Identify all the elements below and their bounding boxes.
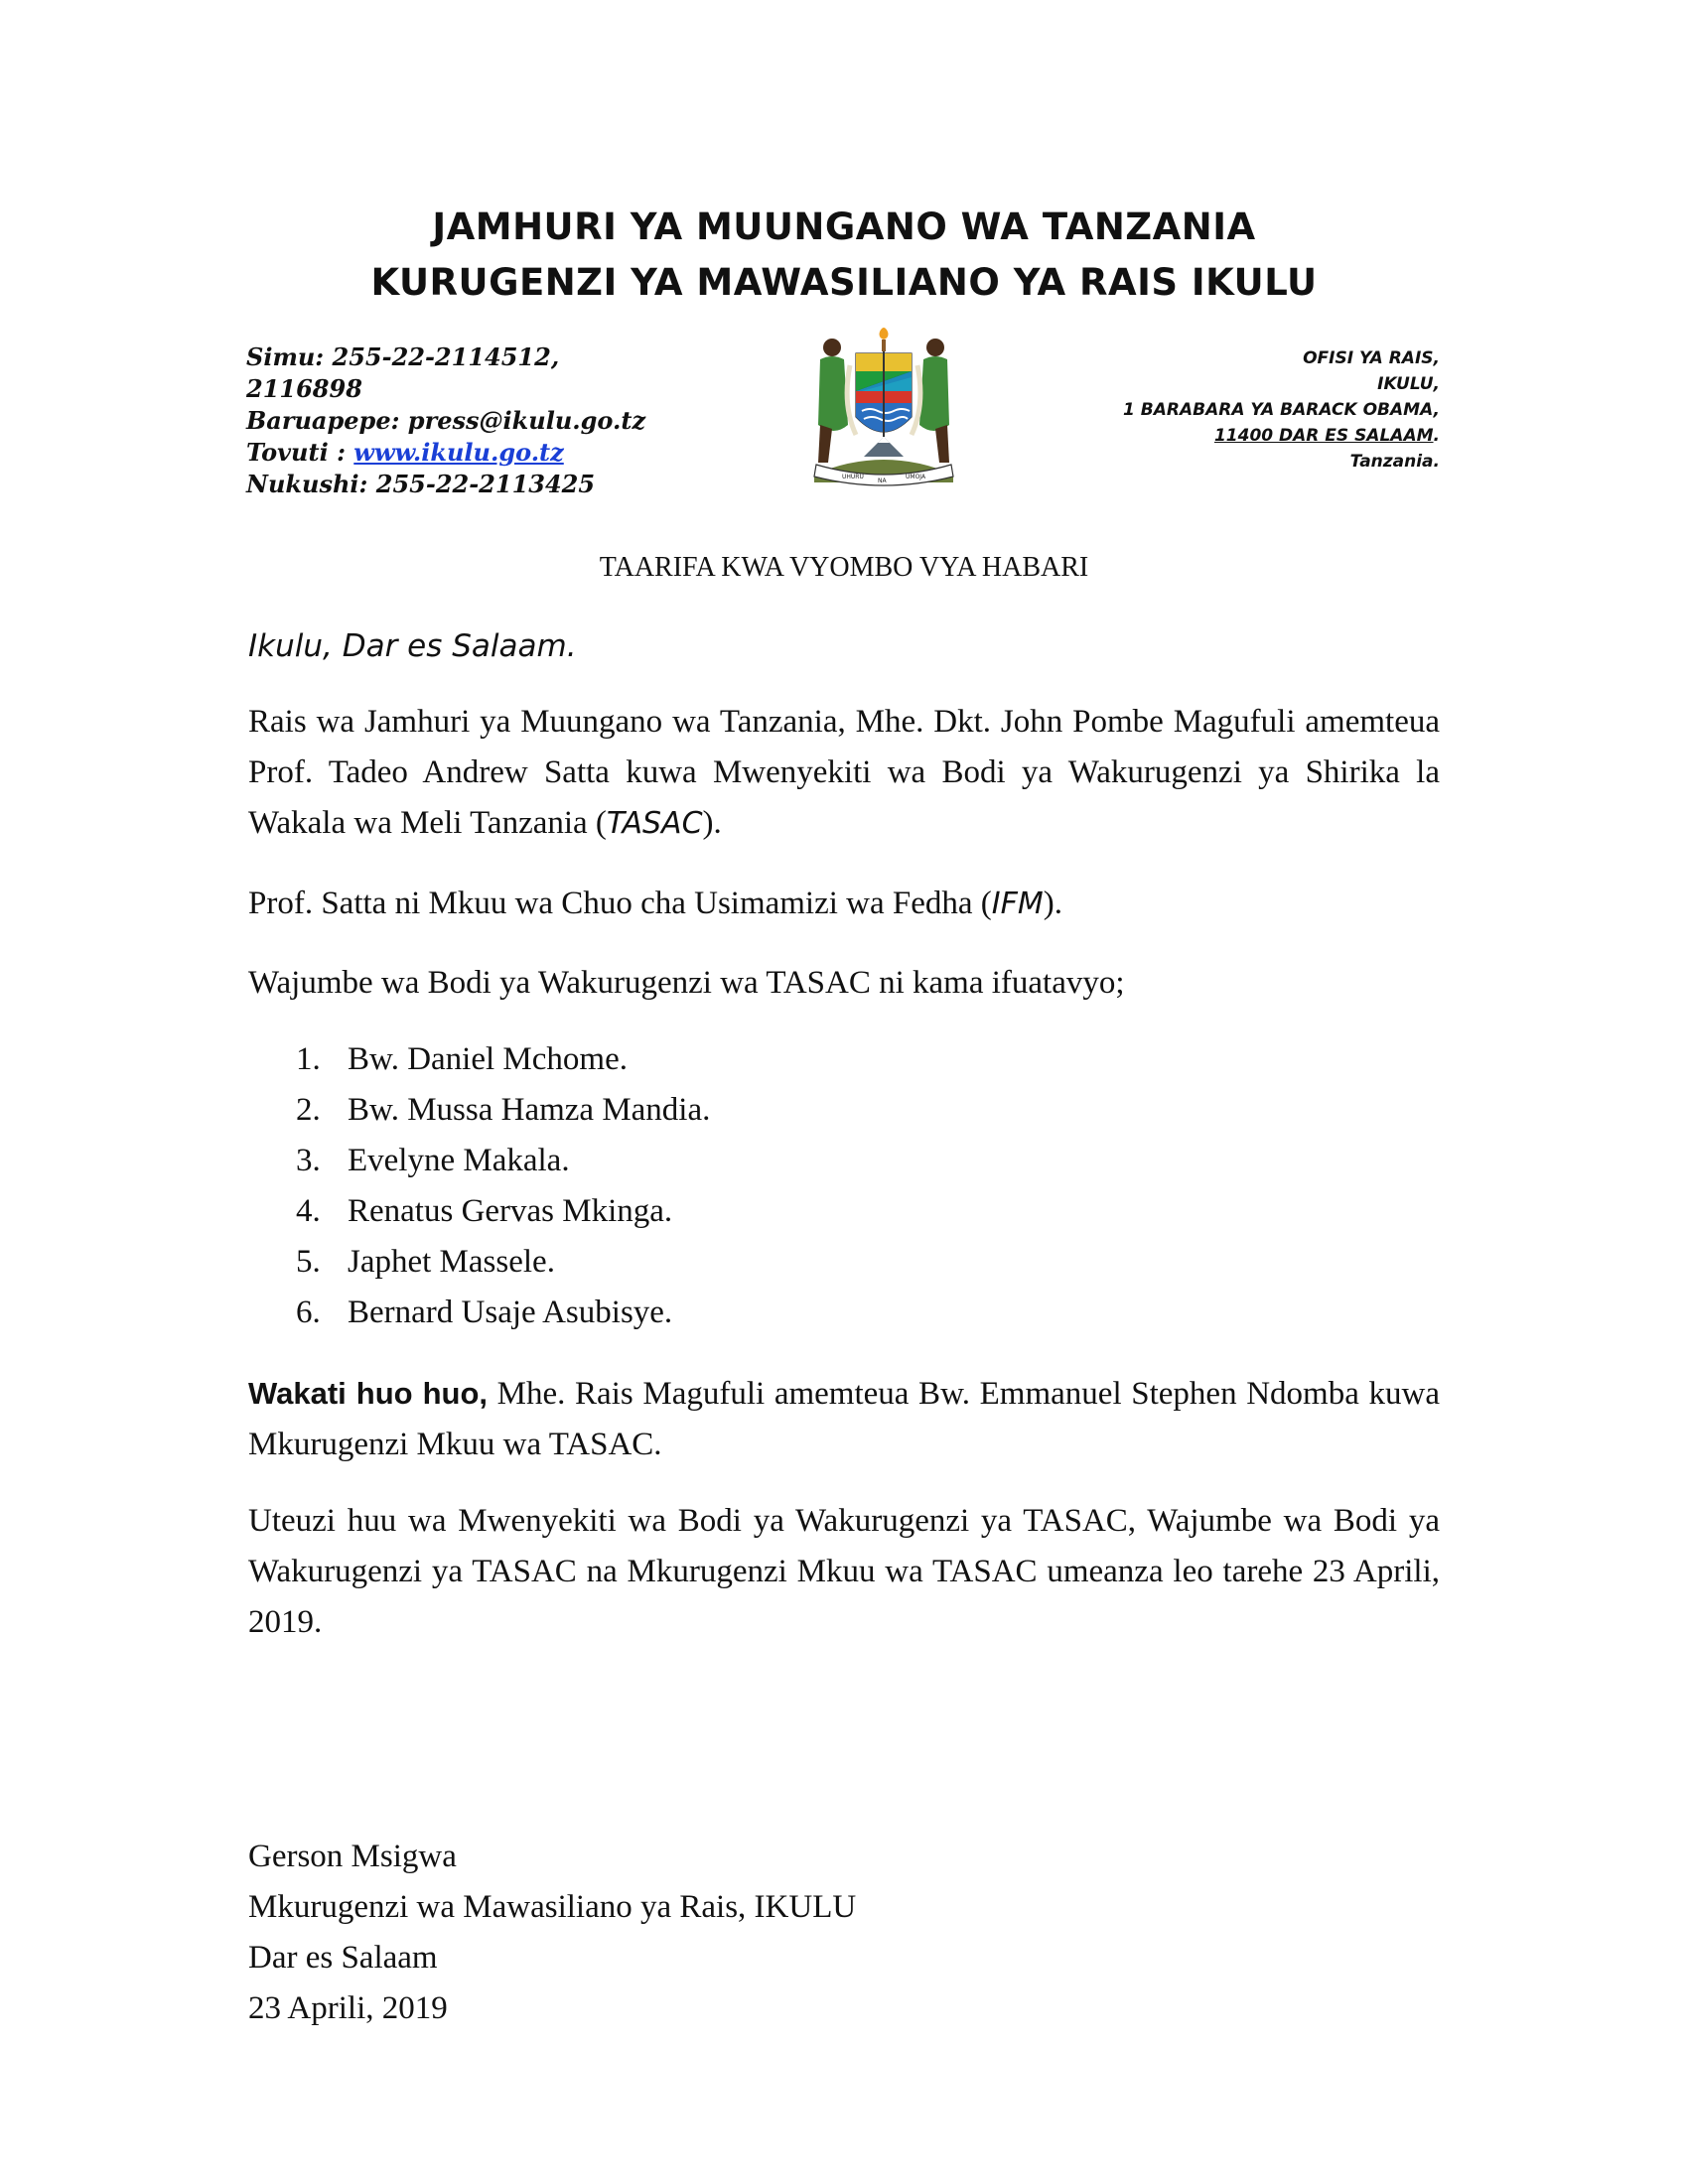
signatory-name: Gerson Msigwa xyxy=(248,1839,457,1874)
website-line xyxy=(246,437,683,469)
paragraph-members-intro: Wajumbe wa Bodi ya Wakurugenzi wa TASAC ni kama ifuatavyo; xyxy=(248,965,1125,1001)
mountain-snowcap xyxy=(878,437,890,443)
email-line: Baruapepe: press@ikulu.go.tz xyxy=(246,406,646,435)
republic-title: JAMHURI YA MUUNGANO WA TANZANIA xyxy=(432,205,1256,248)
member-name: Bw. Daniel Mchome. xyxy=(348,1041,628,1077)
paragraph-effective-date: Uteuzi huu wa Mwenyekiti wa Bodi ya Wakurugenzi ya TASAC, Wajumbe wa Bodi ya Wakurugenzi ya TASAC na Mkurugenzi Mkuu wa TASAC umeanza leo tarehe 23 Aprili, 2019. xyxy=(248,1503,1440,1640)
list-number: 5. xyxy=(296,1244,321,1280)
right-figure-body xyxy=(919,356,949,431)
list-item xyxy=(288,1186,1182,1237)
list-item xyxy=(288,1237,1182,1288)
paragraph-director-appointment xyxy=(248,1368,1440,1470)
list-number: 4. xyxy=(296,1193,321,1229)
contact-info-left xyxy=(246,341,683,500)
fax-line: Nukushi: 255-22-2113425 xyxy=(246,470,596,498)
member-name: Bw. Mussa Hamza Mandia. xyxy=(348,1092,711,1128)
coat-of-arms-icon xyxy=(794,326,973,488)
member-name: Bernard Usaje Asubisye. xyxy=(348,1295,673,1330)
right-tusk xyxy=(912,365,920,435)
member-name: Evelyne Makala. xyxy=(348,1143,570,1178)
list-number: 1. xyxy=(296,1041,321,1077)
para4-lead: Wakati huo huo, xyxy=(248,1376,489,1411)
list-item xyxy=(288,1034,1182,1085)
signatory-city: Dar es Salaam xyxy=(248,1940,438,1976)
dateline-location: Ikulu, Dar es Salaam. xyxy=(248,628,577,664)
right-figure-head xyxy=(926,339,944,356)
left-figure-head xyxy=(823,339,841,356)
para2-end: ). xyxy=(1043,886,1063,921)
street-line: 1 BARABARA YA BARACK OBAMA, xyxy=(1123,400,1440,420)
paragraph-chair-role xyxy=(248,879,1440,929)
para4-text: Mhe. Rais Magufuli amemteua Bw. Emmanuel Stephen Ndomba kuwa Mkurugenzi Mkuu wa TASAC. xyxy=(248,1376,1440,1462)
para2-italic: IFM xyxy=(991,887,1044,921)
torch-handle xyxy=(882,340,886,351)
left-figure-legs xyxy=(818,425,832,463)
torch-flame xyxy=(880,328,889,340)
para1-end: ). xyxy=(702,805,722,841)
signature-date: 23 Aprili, 2019 xyxy=(248,1990,448,2026)
left-tusk xyxy=(847,365,856,435)
list-number: 6. xyxy=(296,1295,321,1330)
list-number: 3. xyxy=(296,1143,321,1178)
motto-right-text: UMOJA xyxy=(906,474,926,480)
list-number: 2. xyxy=(296,1092,321,1128)
postcode-city: 11400 DAR ES SALAAM xyxy=(1213,426,1434,446)
motto-mid-text: NA xyxy=(878,478,887,484)
postcode-suffix: . xyxy=(1433,426,1440,446)
left-figure-body xyxy=(818,356,848,431)
office-line: OFISI YA RAIS, xyxy=(1303,348,1440,368)
member-name: Renatus Gervas Mkinga. xyxy=(348,1193,673,1229)
list-item xyxy=(288,1288,1182,1338)
para1-italic: TASAC xyxy=(606,806,703,841)
list-item xyxy=(288,1085,1182,1136)
board-members-list xyxy=(288,1034,1182,1338)
website-link[interactable]: www.ikulu.go.tz xyxy=(353,438,564,467)
member-name: Japhet Massele. xyxy=(348,1244,555,1280)
right-figure-legs xyxy=(935,425,949,463)
para1-text: Rais wa Jamhuri ya Muungano wa Tanzania, Mhe. Dkt. John Pombe Magufuli amemteua Prof. Tadeo Andrew Satta kuwa Mwenyekiti wa Bodi ya Wakurugenzi ya Shirika la Wakala wa Meli Tanzania ( xyxy=(248,704,1440,841)
website-label: Tovuti : xyxy=(246,438,354,467)
ikulu-line: IKULU, xyxy=(1377,374,1440,394)
contact-info-right xyxy=(1023,345,1440,475)
signature-block xyxy=(248,1832,856,2034)
country-line: Tanzania. xyxy=(1349,452,1440,472)
phone-line: Simu: 255-22-2114512, 2116898 xyxy=(246,342,560,403)
press-release-title: TAARIFA KWA VYOMBO VYA HABARI xyxy=(599,552,1089,583)
directorate-title: KURUGENZI YA MAWASILIANO YA RAIS IKULU xyxy=(370,261,1318,304)
motto-left-text: UHURU xyxy=(842,474,864,480)
list-item xyxy=(288,1136,1182,1186)
signatory-position: Mkurugenzi wa Mawasiliano ya Rais, IKULU xyxy=(248,1889,857,1925)
postcode-line xyxy=(1023,423,1440,449)
para2-text: Prof. Satta ni Mkuu wa Chuo cha Usimamizi wa Fedha ( xyxy=(248,886,992,921)
paragraph-appointment-chair xyxy=(248,697,1440,849)
